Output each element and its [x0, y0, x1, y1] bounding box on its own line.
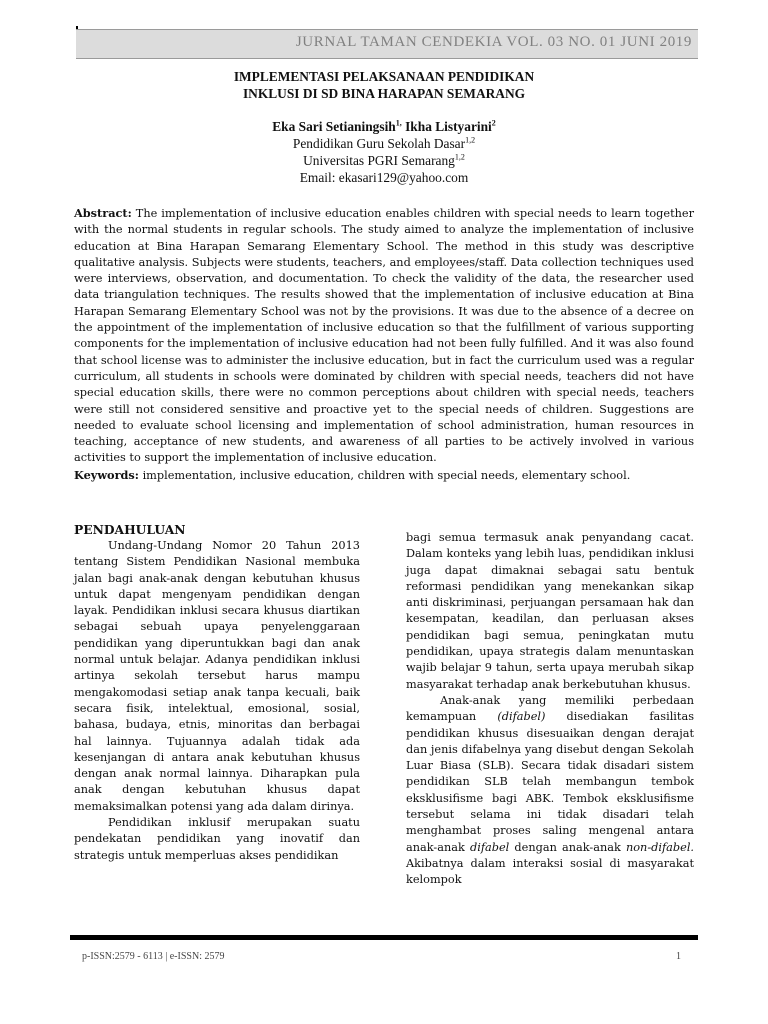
- abstract-section: [74, 205, 694, 484]
- abstract-body: [74, 205, 694, 467]
- title-line-1: IMPLEMENTASI PELAKSANAAN PENDIDIKAN: [233, 69, 535, 84]
- keywords-label: Keywords:: [74, 467, 139, 482]
- author-2: Ikha Listyarini: [401, 119, 492, 134]
- footer-issn: p-ISSN:2579 - 6113 | e-ISSN: 2579: [82, 951, 225, 962]
- paragraph: Undang-Undang Nomor 20 Tahun 2013 tentang Sistem Pendidikan Nasional membuka jalan bagi anak-anak dengan kebutuhan khusus untuk dapat mengenyam pendidikan dengan layak. Pendidikan inklusi secara khusus diartikan sebagai sebuah upaya penyelenggaraan pendidikan yang diperuntukkan bagi dan anak normal untuk belajar. Adanya pendidikan inklusi artinya sekolah tersebut harus mampu mengakomodasi setiap anak tanpa kecuali, baik secara fisik, intelektual, emosional, sosial, bahasa, budaya, etnis, minoritas dan berbagai hal lainnya. Tujuannya adalah tidak ada kesenjangan di antara anak kebutuhan khusus dengan anak normal lainnya. Diharapkan pula anak dengan kebutuhan khusus dapat memaksimalkan potensi yang ada dalam dirinya.: [74, 539, 360, 813]
- page-number: 1: [676, 951, 681, 962]
- section-heading: PENDAHULUAN: [74, 522, 186, 537]
- author-1: Eka Sari Setianingsih: [272, 119, 396, 134]
- paragraph: Pendidikan inklusif merupakan suatu pendekatan pendidikan yang inovatif dan strategis untuk memperluas akses pendidikan: [74, 816, 360, 862]
- footer-rule: [70, 935, 698, 940]
- author-2-sup: 2: [491, 118, 496, 128]
- keywords-text: implementation, inclusive education, children with special needs, elementary school.: [142, 468, 631, 482]
- affiliation-1: Pendidikan Guru Sekolah Dasar$^{1,2}$: [292, 135, 476, 151]
- abstract-label: Abstract:: [74, 206, 132, 220]
- left-column: [74, 521, 360, 864]
- abstract-text: The implementation of inclusive education enables children with special needs to learn together with the normal students in regular schools. The study aimed to analyze the implementation of inclusive education at Bina Harapan Semarang Elementary School. The method in this study was descriptive qualitative analysis. Subjects were students, teachers, and employees/staff. Data collection techniques used were interviews, observation, and documentation. To check the validity of the data, the researcher used data triangulation techniques. The results showed that the implementation of inclusive education at Bina Harapan Semarang Elementary School was not by the provisions. It was due to the absence of a decree on the appointment of the implementation of inclusive education so that the fulfillment of various supporting components for the implementation of inclusive education had not been fully fulfilled. And it was also found that school license was to administer the inclusive education, but in fact the curriculum used was a regular curriculum, all students in schools were dominated by children with special needs, teachers did not have special education skills, there were no common perceptions about children with special needs, teachers were still not considered sensitive and proactive yet to the special needs of children. Suggestions are needed to evaluate school licensing and implementation of school administration, human resources in teaching, acceptance of new students, and awareness of all parties to be actively involved in various activities to support the implementation of inclusive education.: [74, 207, 694, 465]
- author-names: [0, 118, 768, 135]
- keywords: [74, 467, 694, 484]
- journal-header-banner: [76, 29, 698, 59]
- right-column: [406, 530, 694, 889]
- author-block: [0, 118, 768, 186]
- paragraph: Anak-anak yang memiliki perbedaan kemampuan (difabel) disediakan fasilitas pendidikan khusus disesuaikan dengan derajat dan jenis difabelnya yang disebut dengan Sekolah Luar Biasa (SLB). Secara tidak disadari sistem pendidikan SLB telah membangun tembok eksklusifisme bagi ABK. Tembok eksklusifisme tersebut selama ini tidak disadari telah menghambat proses saling mengenal antara anak-anak difabel dengan anak-anak non-difabel. Akibatnya dalam interaksi sosial di masyarakat kelompok: [406, 693, 695, 887]
- title-line-2: INKLUSI DI SD BINA HARAPAN SEMARANG: [242, 86, 526, 101]
- journal-header-text: JURNAL TAMAN CENDEKIA VOL. 03 NO. 01 JUNI 2019: [295, 34, 692, 50]
- affiliation-2: Universitas PGRI Semarang$^{1,2}$: [303, 152, 465, 168]
- paper-title: [0, 68, 768, 102]
- author-1-sup: 1,: [395, 118, 402, 128]
- paragraph: bagi semua termasuk anak penyandang cacat. Dalam konteks yang lebih luas, pendidikan inklusi juga dapat dimaknai sebagai satu bentuk reformasi pendidikan yang menekankan sikap anti diskriminasi, perjuangan persamaan hak dan kesempatan, keadilan, dan perluasan akses pendidikan bagi semua, peningkatan mutu pendidikan, upaya strategis dalam menuntaskan wajib belajar 9 tahun, serta upaya merubah sikap masyarakat terhadap anak berkebutuhan khusus.: [406, 531, 695, 691]
- author-email: Email: ekasari129@yahoo.com: [299, 170, 469, 185]
